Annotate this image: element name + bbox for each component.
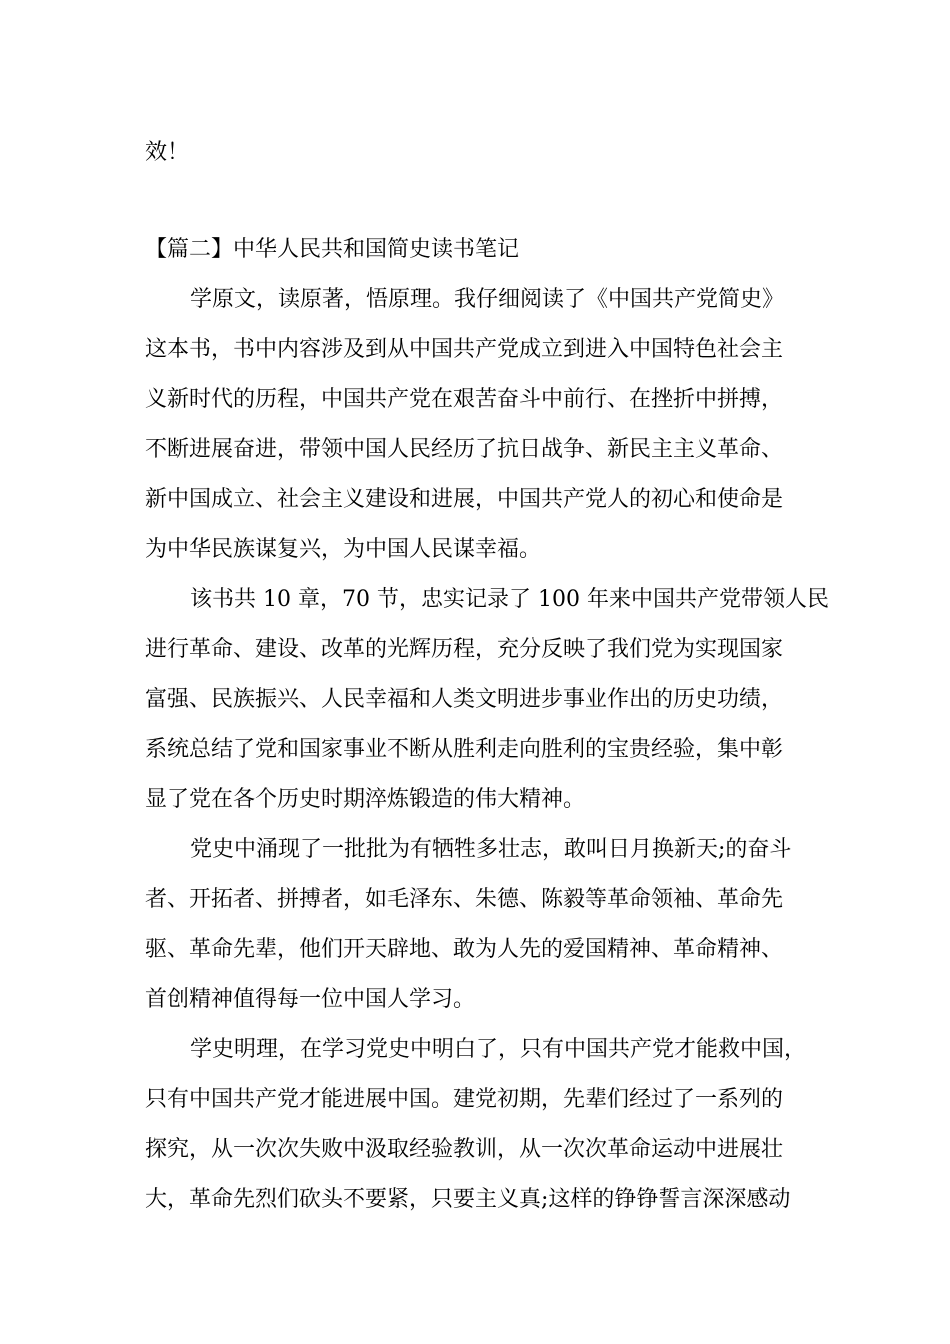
paragraph-line: 探究，从一次次失败中汲取经验教训，从一次次革命运动中进展壮 (145, 1137, 784, 1162)
paragraph-line: 显了党在各个历史时期淬炼锻造的伟大精神。 (145, 787, 586, 812)
paragraph-line: 者、开拓者、拼搏者，如毛泽东、朱德、陈毅等革命领袖、革命先 (145, 887, 784, 912)
paragraph-line: 富强、民族振兴、人民幸福和人类文明进步事业作出的历史功绩， (145, 687, 784, 712)
paragraph-line: 这本书，书中内容涉及到从中国共产党成立到进入中国特色社会主 (145, 337, 784, 362)
paragraph-line: 党史中涌现了一批批为有牺牲多壮志，敢叫日月换新天;的奋斗 (190, 837, 792, 862)
paragraph-line: 系统总结了党和国家事业不断从胜利走向胜利的宝贵经验，集中彰 (145, 737, 784, 762)
paragraph-line: 新中国成立、社会主义建设和进展，中国共产党人的初心和使命是 (145, 487, 784, 512)
continuation-text: 效！ (145, 140, 190, 165)
paragraph-line: 只有中国共产党才能进展中国。建党初期，先辈们经过了一系列的 (145, 1087, 784, 1112)
paragraph-line: 不断进展奋进，带领中国人民经历了抗日战争、新民主主义革命、 (145, 437, 784, 462)
paragraph-line: 大，革命先烈们砍头不要紧，只要主义真;这样的铮铮誓言深深感动 (145, 1187, 791, 1212)
paragraph-line: 首创精神值得每一位中国人学习。 (145, 987, 476, 1012)
paragraph-line: 学原文，读原著，悟原理。我仔细阅读了《中国共产党简史》 (190, 287, 785, 312)
paragraph-line: 进行革命、建设、改革的光辉历程，充分反映了我们党为实现国家 (145, 637, 784, 662)
paragraph-line: 该书共 10 章，70 节，忠实记录了 100 年来中国共产党带领人民 (190, 587, 829, 612)
paragraph-line: 学史明理，在学习党史中明白了，只有中国共产党才能救中国， (190, 1037, 807, 1062)
paragraph-line: 义新时代的历程，中国共产党在艰苦奋斗中前行、在挫折中拼搏， (145, 387, 784, 412)
section-heading: 【篇二】中华人民共和国简史读书笔记 (145, 237, 520, 262)
paragraph-line: 为中华民族谋复兴，为中国人民谋幸福。 (145, 537, 542, 562)
paragraph-line: 驱、革命先辈，他们开天辟地、敢为人先的爱国精神、革命精神、 (145, 937, 784, 962)
